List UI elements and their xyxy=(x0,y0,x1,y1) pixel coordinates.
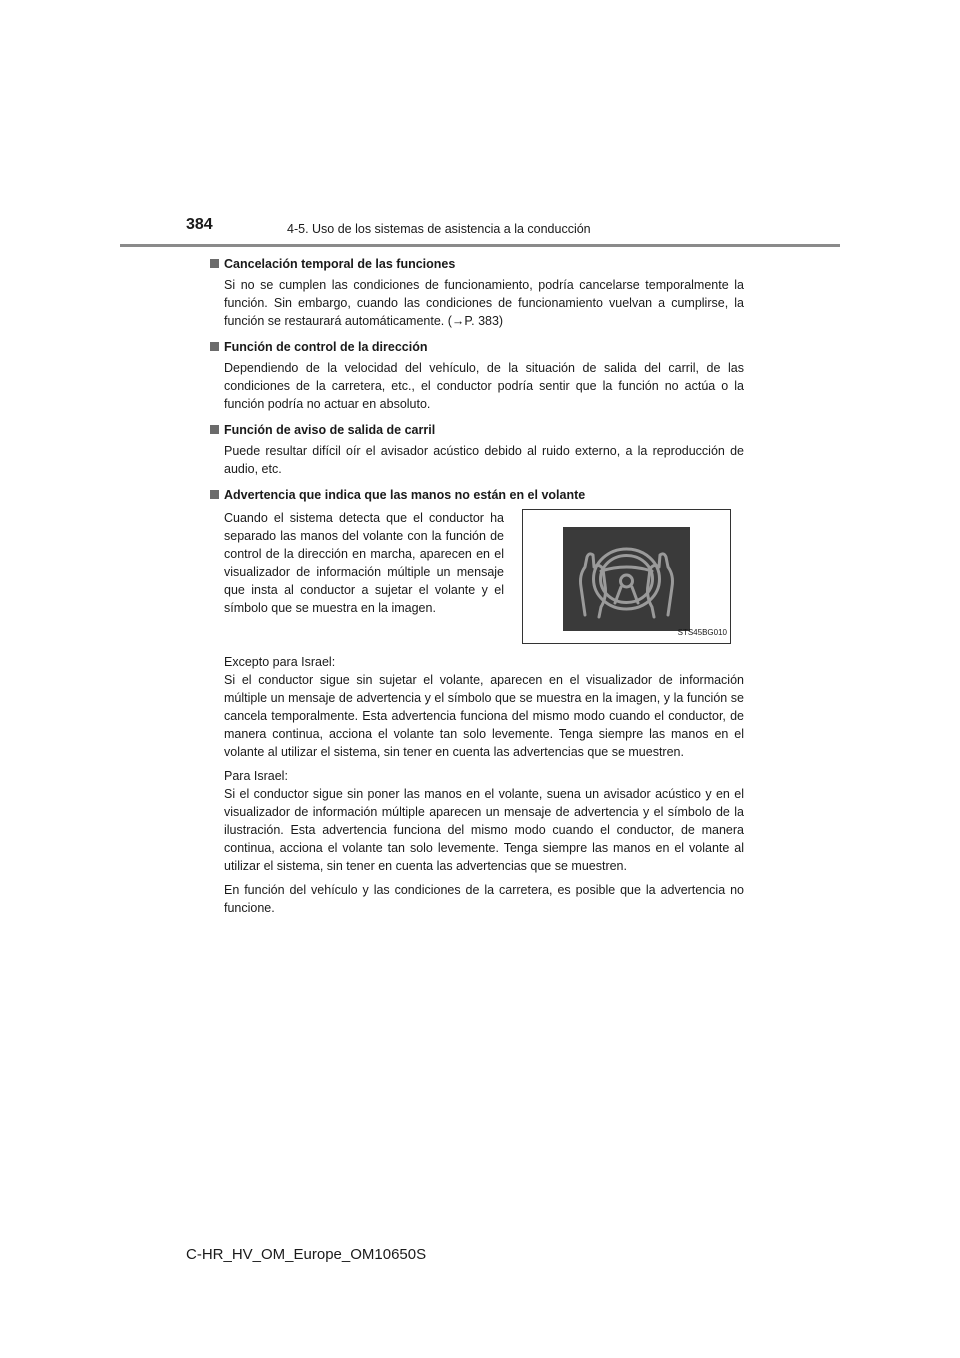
header-rule xyxy=(120,244,840,247)
square-bullet-icon xyxy=(210,425,219,434)
paragraph-excepto-israel xyxy=(224,653,744,761)
footer-doc-code: C-HR_HV_OM_Europe_OM10650S xyxy=(186,1246,427,1263)
figure-code: STS45BG010 xyxy=(677,628,727,637)
paragraph-condiciones: En función del vehículo y las condiciones de la carretera, es posible que la advertencia no funcione. xyxy=(224,883,744,915)
figure-illustration xyxy=(522,509,731,644)
page-number: 384 xyxy=(186,216,213,233)
page-content xyxy=(210,255,744,925)
section-body: Dependiendo de la velocidad del vehículo, de la situación de salida del carril, de las condiciones de la carretera, etc., el conductor podría sentir que la función no actúa o la función podría no actuar en absoluto. xyxy=(224,361,744,411)
section-heading: Función de aviso de salida de carril xyxy=(210,421,744,439)
square-bullet-icon xyxy=(210,342,219,351)
paragraph-body: Si el conductor sigue sin sujetar el volante, aparecen en el visualizador de información múltiple un mensaje de advertencia y el símbolo que se muestra en la imagen, y la función se cancela temporalmente. Esta advertencia funciona del mismo modo cuando el conductor, de manera continua, acciona el volante tan solo levemente. Tenga siempre las manos en el volante al utilizar el sistema, sin tener en cuenta las advertencias que se muestren. xyxy=(224,673,744,759)
square-bullet-icon xyxy=(210,259,219,268)
section-control-direccion xyxy=(210,338,744,413)
square-bullet-icon xyxy=(210,490,219,499)
section-body: Si no se cumplen las condiciones de funcionamiento, podría cancelarse temporalmente la función. Sin embargo, cuando las condiciones de funcionamiento vuelvan a cumplirse, la función se restaurará automáticamente. (→P. 383) xyxy=(224,278,744,328)
section-aviso-salida xyxy=(210,421,744,478)
section-advertencia-manos xyxy=(210,486,744,917)
section-cancelacion xyxy=(210,255,744,330)
section-heading: Advertencia que indica que las manos no están en el volante xyxy=(210,486,744,504)
paragraph-para-israel xyxy=(224,767,744,875)
figure-description: Cuando el sistema detecta que el conductor ha separado las manos del volante con la función de control de la dirección en marcha, aparecen en el visualizador de información múltiple un mensaje que insta al conductor a sujetar el volante y el símbolo que se muestra en la imagen. xyxy=(224,511,504,615)
paragraph-body: Si el conductor sigue sin poner las manos en el volante, suena un avisador acústico y en el visualizador de información múltiple aparecen un mensaje de advertencia y el símbolo de la ilustración. Esta advertencia funciona del mismo modo cuando el conductor, de manera continua, acciona el volante tan solo levemente. Tenga siempre las manos en el volante al utilizar el sistema, sin tener en cuenta las advertencias que se muestren. xyxy=(224,787,744,873)
paragraph-label: Excepto para Israel: xyxy=(224,655,336,669)
section-heading: Función de control de la dirección xyxy=(210,338,744,356)
figure-row xyxy=(210,509,744,651)
hands-off-steering-wheel-icon xyxy=(563,527,690,631)
paragraph-label: Para Israel: xyxy=(224,769,288,783)
section-heading: Cancelación temporal de las funciones xyxy=(210,255,744,273)
section-body: Puede resultar difícil oír el avisador acústico debido al ruido externo, a la reproducción de audio, etc. xyxy=(224,444,744,476)
section-title: 4-5. Uso de los sistemas de asistencia a la conducción xyxy=(287,222,591,236)
